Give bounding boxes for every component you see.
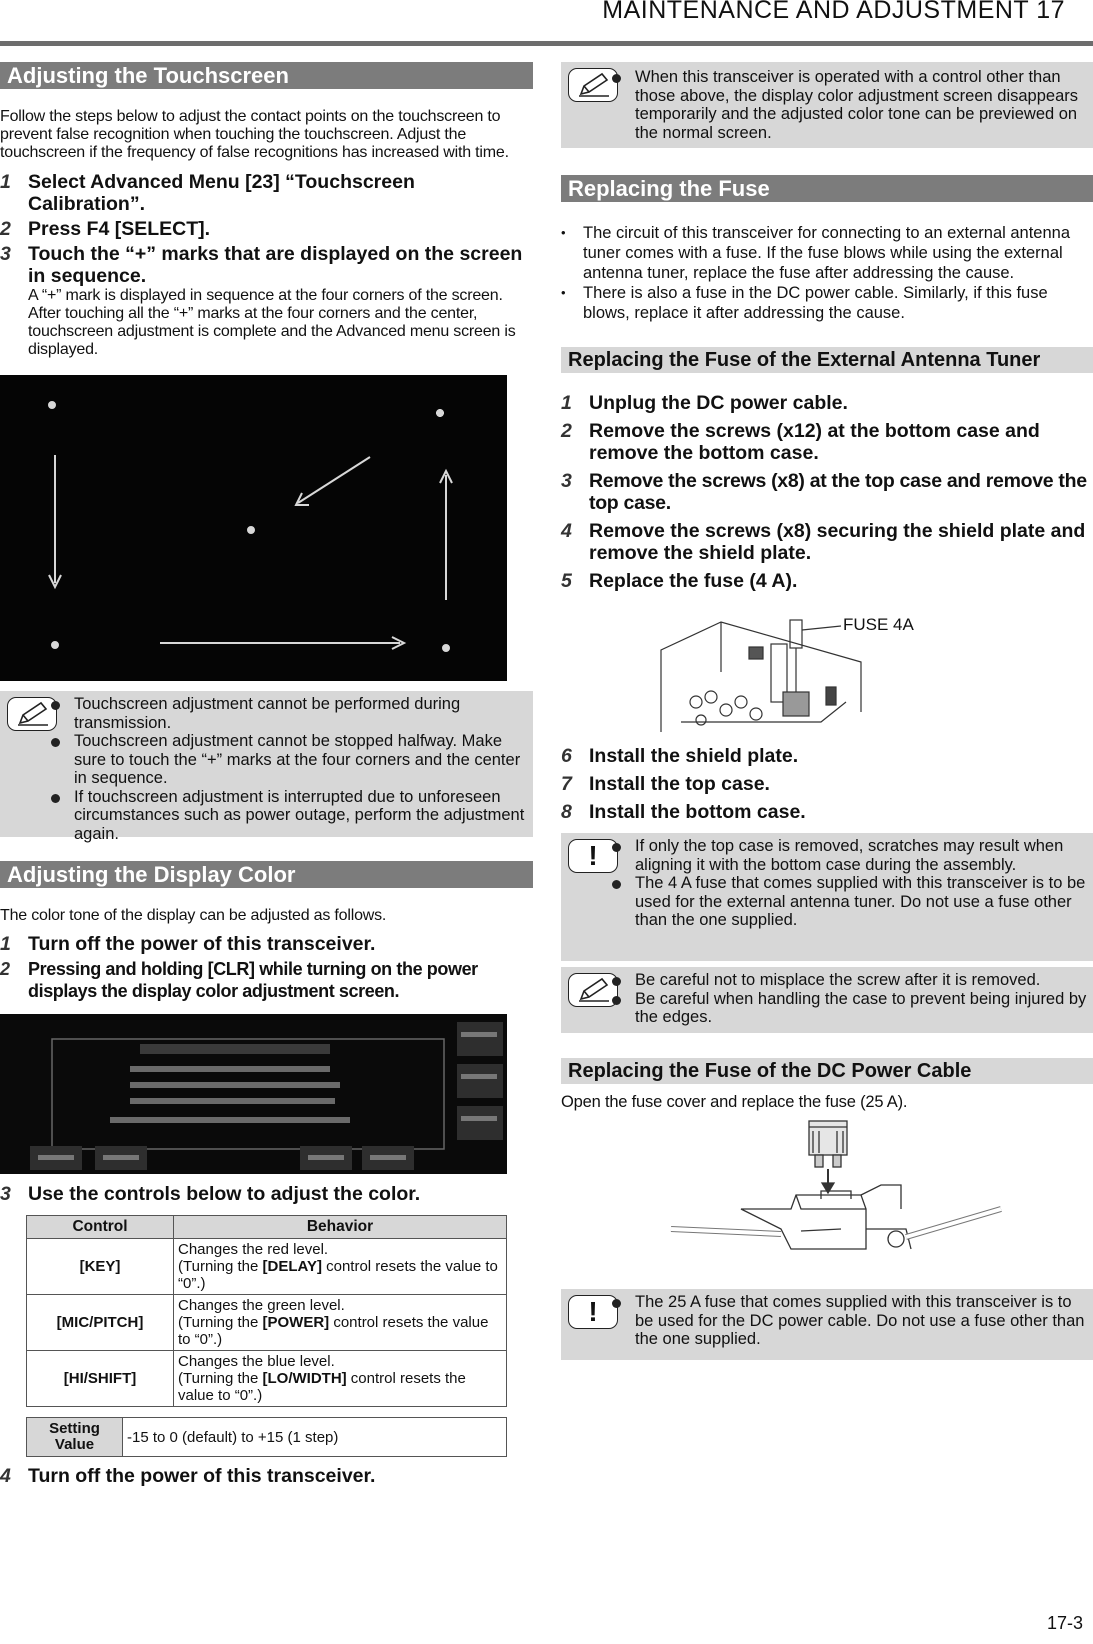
warning-item: The 4 A fuse that comes supplied with this transceiver is to be used for the external antenna tuner. Do not use a fuse other than the one supplied.	[635, 874, 1089, 930]
warning-item: If only the top case is removed, scratches may result when aligning it with the bottom case during the assembly.	[635, 837, 1089, 874]
plus-mark-bottom-right	[443, 645, 449, 651]
table-header-behavior: Behavior	[174, 1216, 507, 1239]
display-color-step-2	[0, 958, 533, 1002]
control-cell: [HI/SHIFT]	[27, 1351, 174, 1407]
behavior-cell: Changes the green level. (Turning the [POWER] control resets the value to “0”.)	[174, 1295, 507, 1351]
ext-tuner-note	[561, 967, 1093, 1033]
ext-tuner-step-8	[561, 801, 1093, 823]
step-text: Turn off the power of this transceiver.	[28, 933, 376, 955]
ext-tuner-step-7	[561, 773, 1093, 795]
step-number: 3	[0, 1183, 11, 1205]
plus-mark-center	[248, 527, 254, 533]
bullet-item: • The circuit of this transceiver for connecting to an external antenna tuner comes with a fuse. If the fuse blows while using the external antenna tuner, replace the fuse after addressing the cause.	[561, 223, 1093, 283]
step-description: A “+” mark is displayed in sequence at the four corners of the screen. After touching all the “+” marks at the four corners and the center, touchscreen adjustment is complete and the Advanced menu screen is displayed.	[28, 287, 516, 358]
step-number: 2	[0, 959, 10, 979]
step-text: Remove the screws (x8) at the top case and remove the top case.	[589, 470, 1087, 514]
warning-item: The 25 A fuse that comes supplied with this transceiver is to be used for the DC power cable. Do not use a fuse other than the one supplied.	[635, 1293, 1089, 1349]
step-number: 8	[561, 801, 572, 823]
step-text: Turn off the power of this transceiver.	[28, 1465, 376, 1487]
table-row	[27, 1295, 507, 1351]
step-text: Replace the fuse (4 A).	[589, 570, 798, 592]
step-text: Install the shield plate.	[589, 745, 799, 767]
display-color-note	[561, 62, 1093, 148]
header-rule	[0, 41, 1093, 46]
page-header-title: MAINTENANCE AND ADJUSTMENT 17	[602, 0, 1065, 24]
page-number: 17-3	[1046, 1613, 1083, 1633]
arrow-diagonal	[298, 457, 370, 503]
control-cell: [KEY]	[27, 1239, 174, 1295]
exclamation-icon: !	[568, 839, 618, 873]
exclamation-icon: !	[568, 1295, 618, 1329]
dc-cable-warning	[561, 1289, 1093, 1360]
step-text: Pressing and holding [CLR] while turning on the power displays the display color adjustment screen.	[28, 959, 478, 1001]
display-color-intro: The color tone of the display can be adjusted as follows.	[0, 907, 387, 924]
plus-mark-bottom-left	[52, 642, 58, 648]
control-cell: [MIC/PITCH]	[27, 1295, 174, 1351]
pencil-icon	[568, 973, 618, 1007]
step-number: 6	[561, 745, 572, 767]
display-color-heading: Adjusting the Display Color	[0, 861, 533, 888]
touchscreen-step-1	[0, 171, 533, 215]
note-item: Be careful not to misplace the screw after it is removed.	[635, 971, 1089, 990]
ext-tuner-step-4	[561, 520, 1093, 564]
note-item: If touchscreen adjustment is interrupted due to unforeseen circumstances such as power outage, perform the adjustment again.	[74, 788, 529, 844]
step-number: 1	[0, 933, 11, 955]
touchscreen-intro: Follow the steps below to adjust the contact points on the touchscreen to prevent false recognition when touching the touchscreen. Adjust the touchscreen if the frequency of false recognitions has increased with time.	[0, 108, 509, 161]
board-outline	[661, 622, 861, 732]
dc-cable-intro: Open the fuse cover and replace the fuse (25 A).	[561, 1093, 908, 1111]
ext-tuner-step-6	[561, 745, 1093, 767]
note-item: Be careful when handling the case to prevent being injured by the edges.	[635, 990, 1089, 1027]
color-control-table	[26, 1215, 507, 1407]
step-text: Press F4 [SELECT].	[28, 218, 211, 240]
ext-tuner-heading: Replacing the Fuse of the External Antenna Tuner	[561, 347, 1093, 373]
display-color-step-3	[0, 1183, 533, 1205]
note-item: Touchscreen adjustment cannot be performed during transmission.	[74, 695, 529, 732]
step-number: 3	[561, 470, 572, 492]
step-text: Touch the “+” marks that are displayed on the screen in sequence.	[28, 243, 523, 287]
step-text: Remove the screws (x12) at the bottom case and remove the bottom case.	[589, 420, 1040, 464]
setting-label: Setting Value	[27, 1418, 123, 1457]
fuse-4a-illustration	[561, 602, 1093, 737]
step-number: 2	[0, 218, 11, 240]
behavior-cell: Changes the red level. (Turning the [DELAY] control resets the value to “0”.)	[174, 1239, 507, 1295]
behavior-cell: Changes the blue level. (Turning the [LO/WIDTH] control resets the value to “0”.)	[174, 1351, 507, 1407]
setting-value-table	[26, 1417, 507, 1457]
display-color-step-1	[0, 933, 533, 955]
step-number: 2	[561, 420, 572, 442]
step-number: 1	[561, 392, 572, 414]
calibration-diagram	[0, 375, 507, 681]
step-number: 1	[0, 171, 11, 193]
step-number: 3	[0, 243, 11, 265]
note-item: When this transceiver is operated with a control other than those above, the display color adjustment screen disappears temporarily and the adjusted color tone can be previewed on the normal screen.	[635, 68, 1089, 142]
table-row	[27, 1351, 507, 1407]
fuse-4a-label: FUSE 4A	[843, 615, 914, 634]
pencil-icon	[568, 68, 618, 102]
touchscreen-calibration-image	[0, 375, 507, 681]
step-text: Use the controls below to adjust the color.	[28, 1183, 421, 1205]
display-color-step-4	[0, 1465, 533, 1487]
dc-cable-heading: Replacing the Fuse of the DC Power Cable	[561, 1058, 1093, 1084]
note-item: Touchscreen adjustment cannot be stopped halfway. Make sure to touch the “+” marks at the four corners and the center in sequence.	[74, 732, 529, 788]
fuse-25a-illustration	[561, 1119, 1093, 1279]
step-text: Remove the screws (x8) securing the shield plate and remove the shield plate.	[589, 520, 1086, 564]
step-number: 4	[0, 1465, 11, 1487]
step-text: Install the top case.	[589, 773, 770, 795]
ext-tuner-step-3	[561, 470, 1093, 514]
color-adjustment-screen-image	[0, 1014, 507, 1174]
step-number: 4	[561, 520, 572, 542]
plus-mark-top-left	[49, 402, 55, 408]
fuse-bullets	[561, 223, 1093, 323]
step-number: 7	[561, 773, 572, 795]
step-text: Unplug the DC power cable.	[589, 392, 848, 414]
step-text: Select Advanced Menu [23] “Touchscreen Calibration”.	[28, 171, 415, 215]
ext-tuner-step-2	[561, 420, 1093, 464]
touchscreen-note	[0, 691, 533, 843]
step-number: 5	[561, 570, 572, 592]
ext-tuner-step-1	[561, 392, 1093, 414]
step-text: Install the bottom case.	[589, 801, 806, 823]
touchscreen-step-2	[0, 218, 533, 240]
bullet-item: • There is also a fuse in the DC power cable. Similarly, if this fuse blows, replace it after addressing the cause.	[561, 283, 1093, 323]
table-header-control: Control	[27, 1216, 174, 1239]
table-row	[27, 1239, 507, 1295]
pencil-icon	[7, 697, 57, 731]
right-column	[561, 62, 1093, 1360]
left-column	[0, 62, 533, 1487]
touchscreen-step-3	[0, 243, 533, 359]
setting-value: -15 to 0 (default) to +15 (1 step)	[123, 1418, 507, 1457]
fuse-heading: Replacing the Fuse	[561, 175, 1093, 202]
touchscreen-heading: Adjusting the Touchscreen	[0, 62, 533, 89]
ext-tuner-step-5	[561, 570, 1093, 592]
ext-tuner-warning	[561, 833, 1093, 961]
